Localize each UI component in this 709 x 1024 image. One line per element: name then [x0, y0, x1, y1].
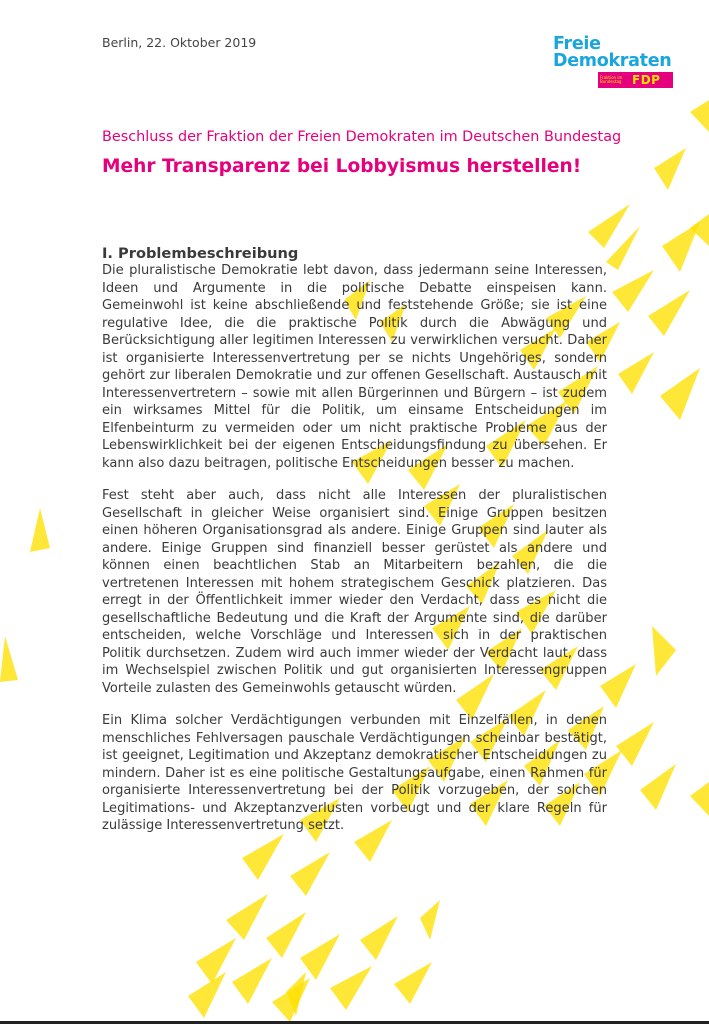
logo-word-demokraten: Demokraten	[553, 51, 672, 71]
section-heading: I. Problembeschreibung	[102, 245, 299, 262]
document-headline: Mehr Transparenz bei Lobbyismus herstellen!	[102, 156, 582, 177]
logo-word-freie: Freie	[553, 34, 601, 54]
document-date: Berlin, 22. Oktober 2019	[102, 35, 257, 50]
logo-badge-caption: Fraktion im Bundestag	[600, 74, 623, 84]
document-body	[102, 245, 607, 850]
logo-badge-fdp: FDP	[632, 73, 661, 87]
logo-badge	[598, 72, 673, 88]
body-paragraph: Ein Klima solcher Verdächtigungen verbunden mit Einzelfällen, in denen menschliches Fehlversagen pauschale Verdächtigungen scheinbar bestätigt, ist geeignet, Legitimation und Akzeptanz demokratischer Entscheidungen zu mindern. Daher ist es eine politische Gestaltungsaufgabe, einen Rahmen für organisierte Interessenvertretung bei der Politik vorzugeben, der solchen Legitimations- und Akzeptanzverlusten vorbeugt und der klare Regeln für zulässige Interessenvertretung setzt.	[102, 713, 607, 833]
fdp-logo	[553, 36, 681, 88]
document-subtitle: Beschluss der Fraktion der Freien Demokraten im Deutschen Bundestag	[102, 129, 622, 145]
body-paragraph: Die pluralistische Demokratie lebt davon, dass jedermann seine Interessen, Ideen und Argumente in die politische Debatte einspeisen kann. Gemeinwohl ist keine abschließende und feststehende Größe; sie ist eine regulative Idee, die die praktische Politik durch die Abwägung und Berücksichtigung aller legitimen Interessen zu verwirklichen versucht. Daher ist organisierte Interessenvertretung per se nichts Ungehöriges, sondern gehört zur liberalen Demokratie und zur offenen Gesellschaft. Austausch mit Interessenvertretern – sowie mit allen Bürgerinnen und Bürgern – ist zudem ein wirksames Mittel für die Politik, um einsame Entscheidungen im Elfenbeinturm zu vermeiden oder um nicht praktische Probleme aus der Lebenswirklichkeit bei der eigenen Entscheidungsfindung zu übersehen. Er kann also dazu beitragen, politische Entscheidungen besser zu machen.	[102, 263, 607, 471]
body-paragraph: Fest steht aber auch, dass nicht alle Interessen der pluralistischen Gesellschaft in gleicher Weise organisiert sind. Einige Gruppen besitzen einen höheren Organisationsgrad als andere. Einige Gruppen sind lauter als andere. Einige Gruppen sind finanziell besser gerüstet als andere und können einen beachtlichen Stab an Mitarbeitern bezahlen, die die vertretenen Interessen mit hohem strategischem Geschick platzieren. Das erregt in der Öffentlichkeit immer wieder den Verdacht, dass es nicht die gesellschaftliche Bedeutung und die Kraft der Argumente sind, die darüber entscheiden, welche Vorschläge und Interessen sich in der praktischen Politik durchsetzen. Zudem wird auch immer wieder der Verdacht laut, dass im Wechselspiel zwischen Politik und gut organisierten Interessengruppen Vorteile zulasten des Gemeinwohls getauscht würden.	[102, 488, 607, 696]
